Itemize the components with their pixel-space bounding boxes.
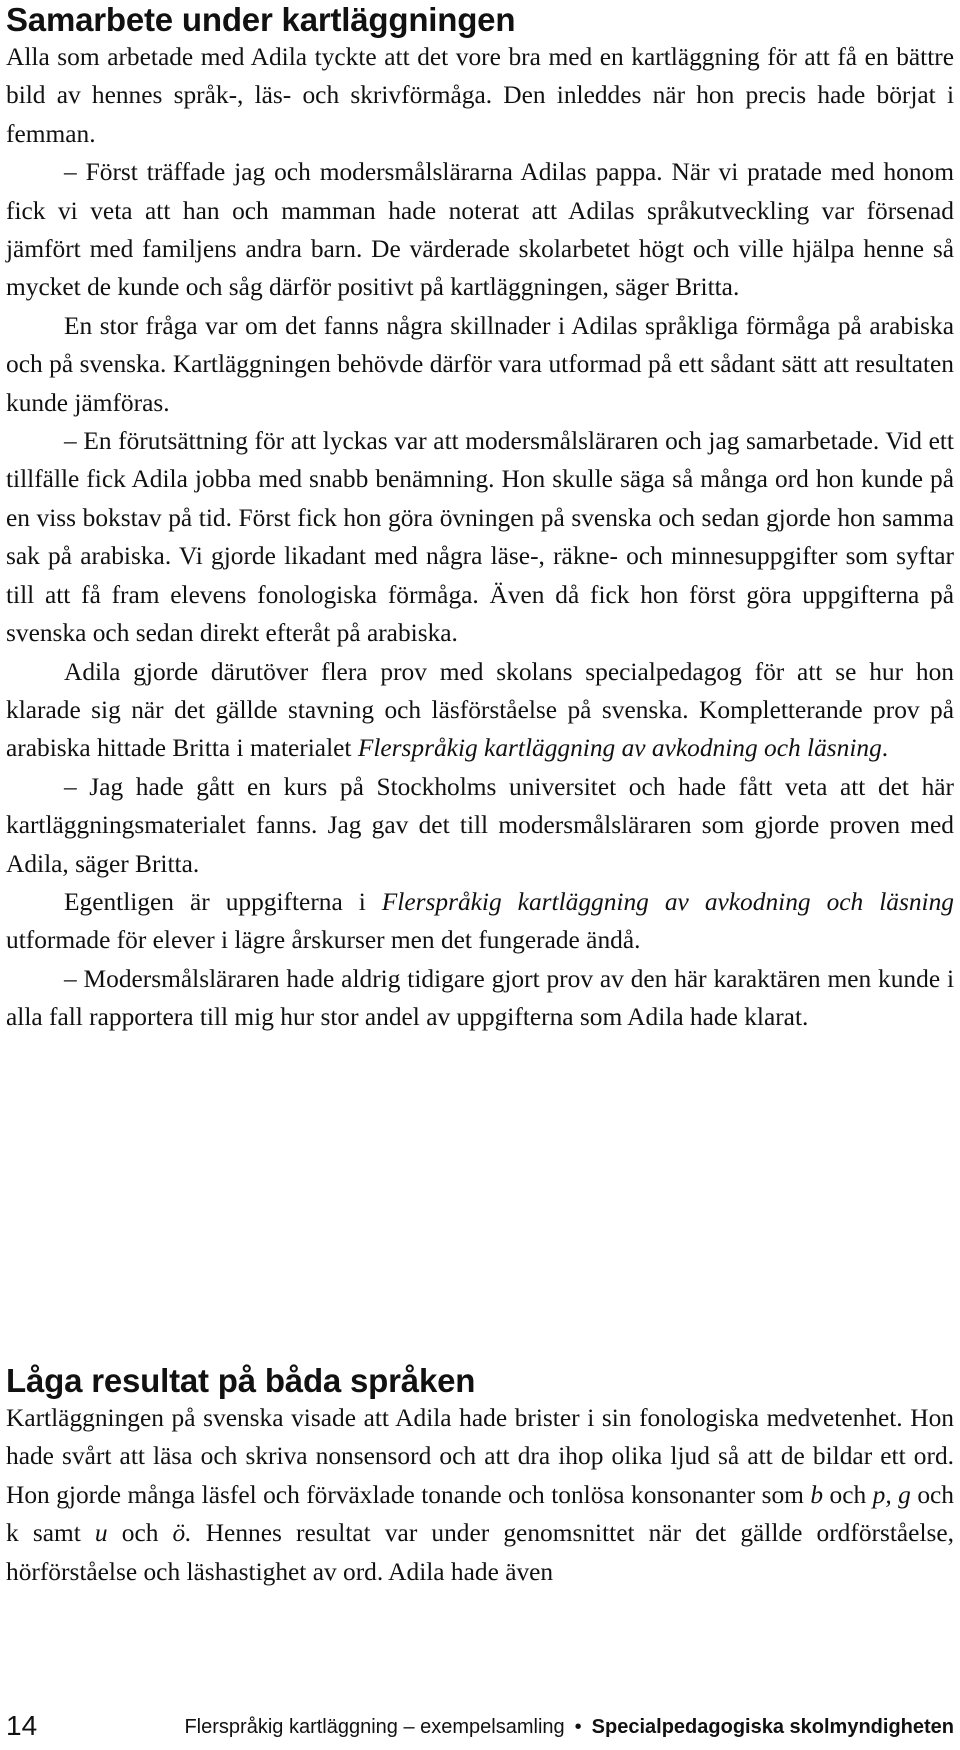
- publication-name: Flerspråkig kartläggning – exempelsamling: [184, 1716, 565, 1738]
- section-heading-laga-resultat: Låga resultat på båda språken: [6, 1362, 476, 1399]
- paragraph: – Modersmålsläraren hade aldrig tidigare gjort prov av den här karaktären men kunde i alla fall rapportera till mig hur stor andel av uppgifterna som Adila hade klarat.: [6, 964, 954, 1032]
- text-run: utformade för elever i lägre årskurser men det fungerade ändå.: [6, 926, 641, 955]
- text-run: och k samt: [6, 1480, 954, 1548]
- letter-example: p, g: [872, 1480, 911, 1509]
- letter-example: b: [810, 1480, 824, 1509]
- text-run: Adila gjorde därutöver flera prov med skolans specialpedagog för att se hur hon klarade sig när det gällde stavning och läsförståelse på svenska. Kompletterande prov på arabiska hittade Britta i materialet: [6, 657, 954, 763]
- paragraph: En stor fråga var om det fanns några skillnader i Adilas språkliga förmåga på arabiska och på svenska. Kartläggningen behövde därför vara utformad på ett sådant sätt att resultaten kunde jämföras.: [6, 311, 954, 417]
- organization-name: Specialpedagogiska skolmyndigheten: [591, 1716, 954, 1738]
- section-heading-samarbete: Samarbete under kartläggningen: [6, 1, 516, 38]
- text-run: Egentligen är uppgifterna i: [64, 887, 382, 916]
- section-body-samarbete: [6, 38, 954, 1037]
- paragraph: Alla som arbetade med Adila tyckte att det vore bra med en kartläggning för att få en bättre bild av hennes språk-, läs- och skrivförmåga. Den inleddes när hon precis hade börjat i femman.: [6, 43, 954, 148]
- publication-title: Flerspråkig kartläggning av avkodning och läsning: [381, 887, 955, 916]
- text-run: Kartläggningen på svenska visade att Adila hade brister i sin fonologiska medvetenhet. Hon hade svårt att läsa och skriva nonsensord och att dra ihop olika ljud så att de bildar ett ord. Hon gjorde många läsfel och förväxlade tonande och tonlösa konsonanter som: [6, 1404, 954, 1509]
- text-run: Hennes resultat var under genomsnittet när det gällde ordförståelse, hörförståelse och läshastighet av ord. Adila hade även: [6, 1519, 954, 1586]
- paragraph: [6, 653, 954, 768]
- paragraph: – Jag hade gått en kurs på Stockholms universitet och hade fått veta att det här kartläggningsmaterialet fanns. Jag gav det till modersmålsläraren som gjorde proven med Adila, säger Britta.: [6, 772, 954, 878]
- bullet-separator: •: [574, 1716, 582, 1738]
- text-run: .: [881, 734, 889, 763]
- letter-example: ö.: [172, 1519, 192, 1548]
- page-number: 14: [6, 1710, 38, 1741]
- publication-title: Flerspråkig kartläggning av avkodning och läsning: [357, 734, 882, 763]
- paragraph: – Först träffade jag och modersmålslärarna Adilas pappa. När vi pratade med honom fick vi veta att han och mamman hade noterat att Adilas språkutveckling var försenad jämfört med familjens andra barn. De värderade skolarbetet högt och ville hjälpa henne så mycket de kunde och såg därför positivt på kartläggningen, säger Britta.: [6, 158, 954, 302]
- paragraph: [6, 1399, 954, 1591]
- text-run: och: [107, 1519, 173, 1548]
- footer-credits: [184, 1713, 954, 1741]
- text-run: och: [823, 1480, 873, 1509]
- paragraph: – En förutsättning för att lyckas var att modersmålsläraren och jag samarbetade. Vid ett tillfälle fick Adila jobba med snabb benämning. Hon skulle säga så många ord hon kunde på en viss bokstav på tid. Först fick hon göra övningen på svenska och sedan gjorde hon samma sak på arabiska. Vi gjorde likadant med några läse-, räkne- och minnesuppgifter som syftar till att få fram elevens fonologiska förmåga. Även då fick hon först göra uppgifterna på svenska och sedan direkt efteråt på arabiska.: [6, 427, 954, 648]
- paragraph: [6, 883, 954, 960]
- section-body-laga-resultat: [6, 1399, 954, 1591]
- letter-example: u: [94, 1519, 108, 1548]
- page-footer: [6, 1708, 954, 1744]
